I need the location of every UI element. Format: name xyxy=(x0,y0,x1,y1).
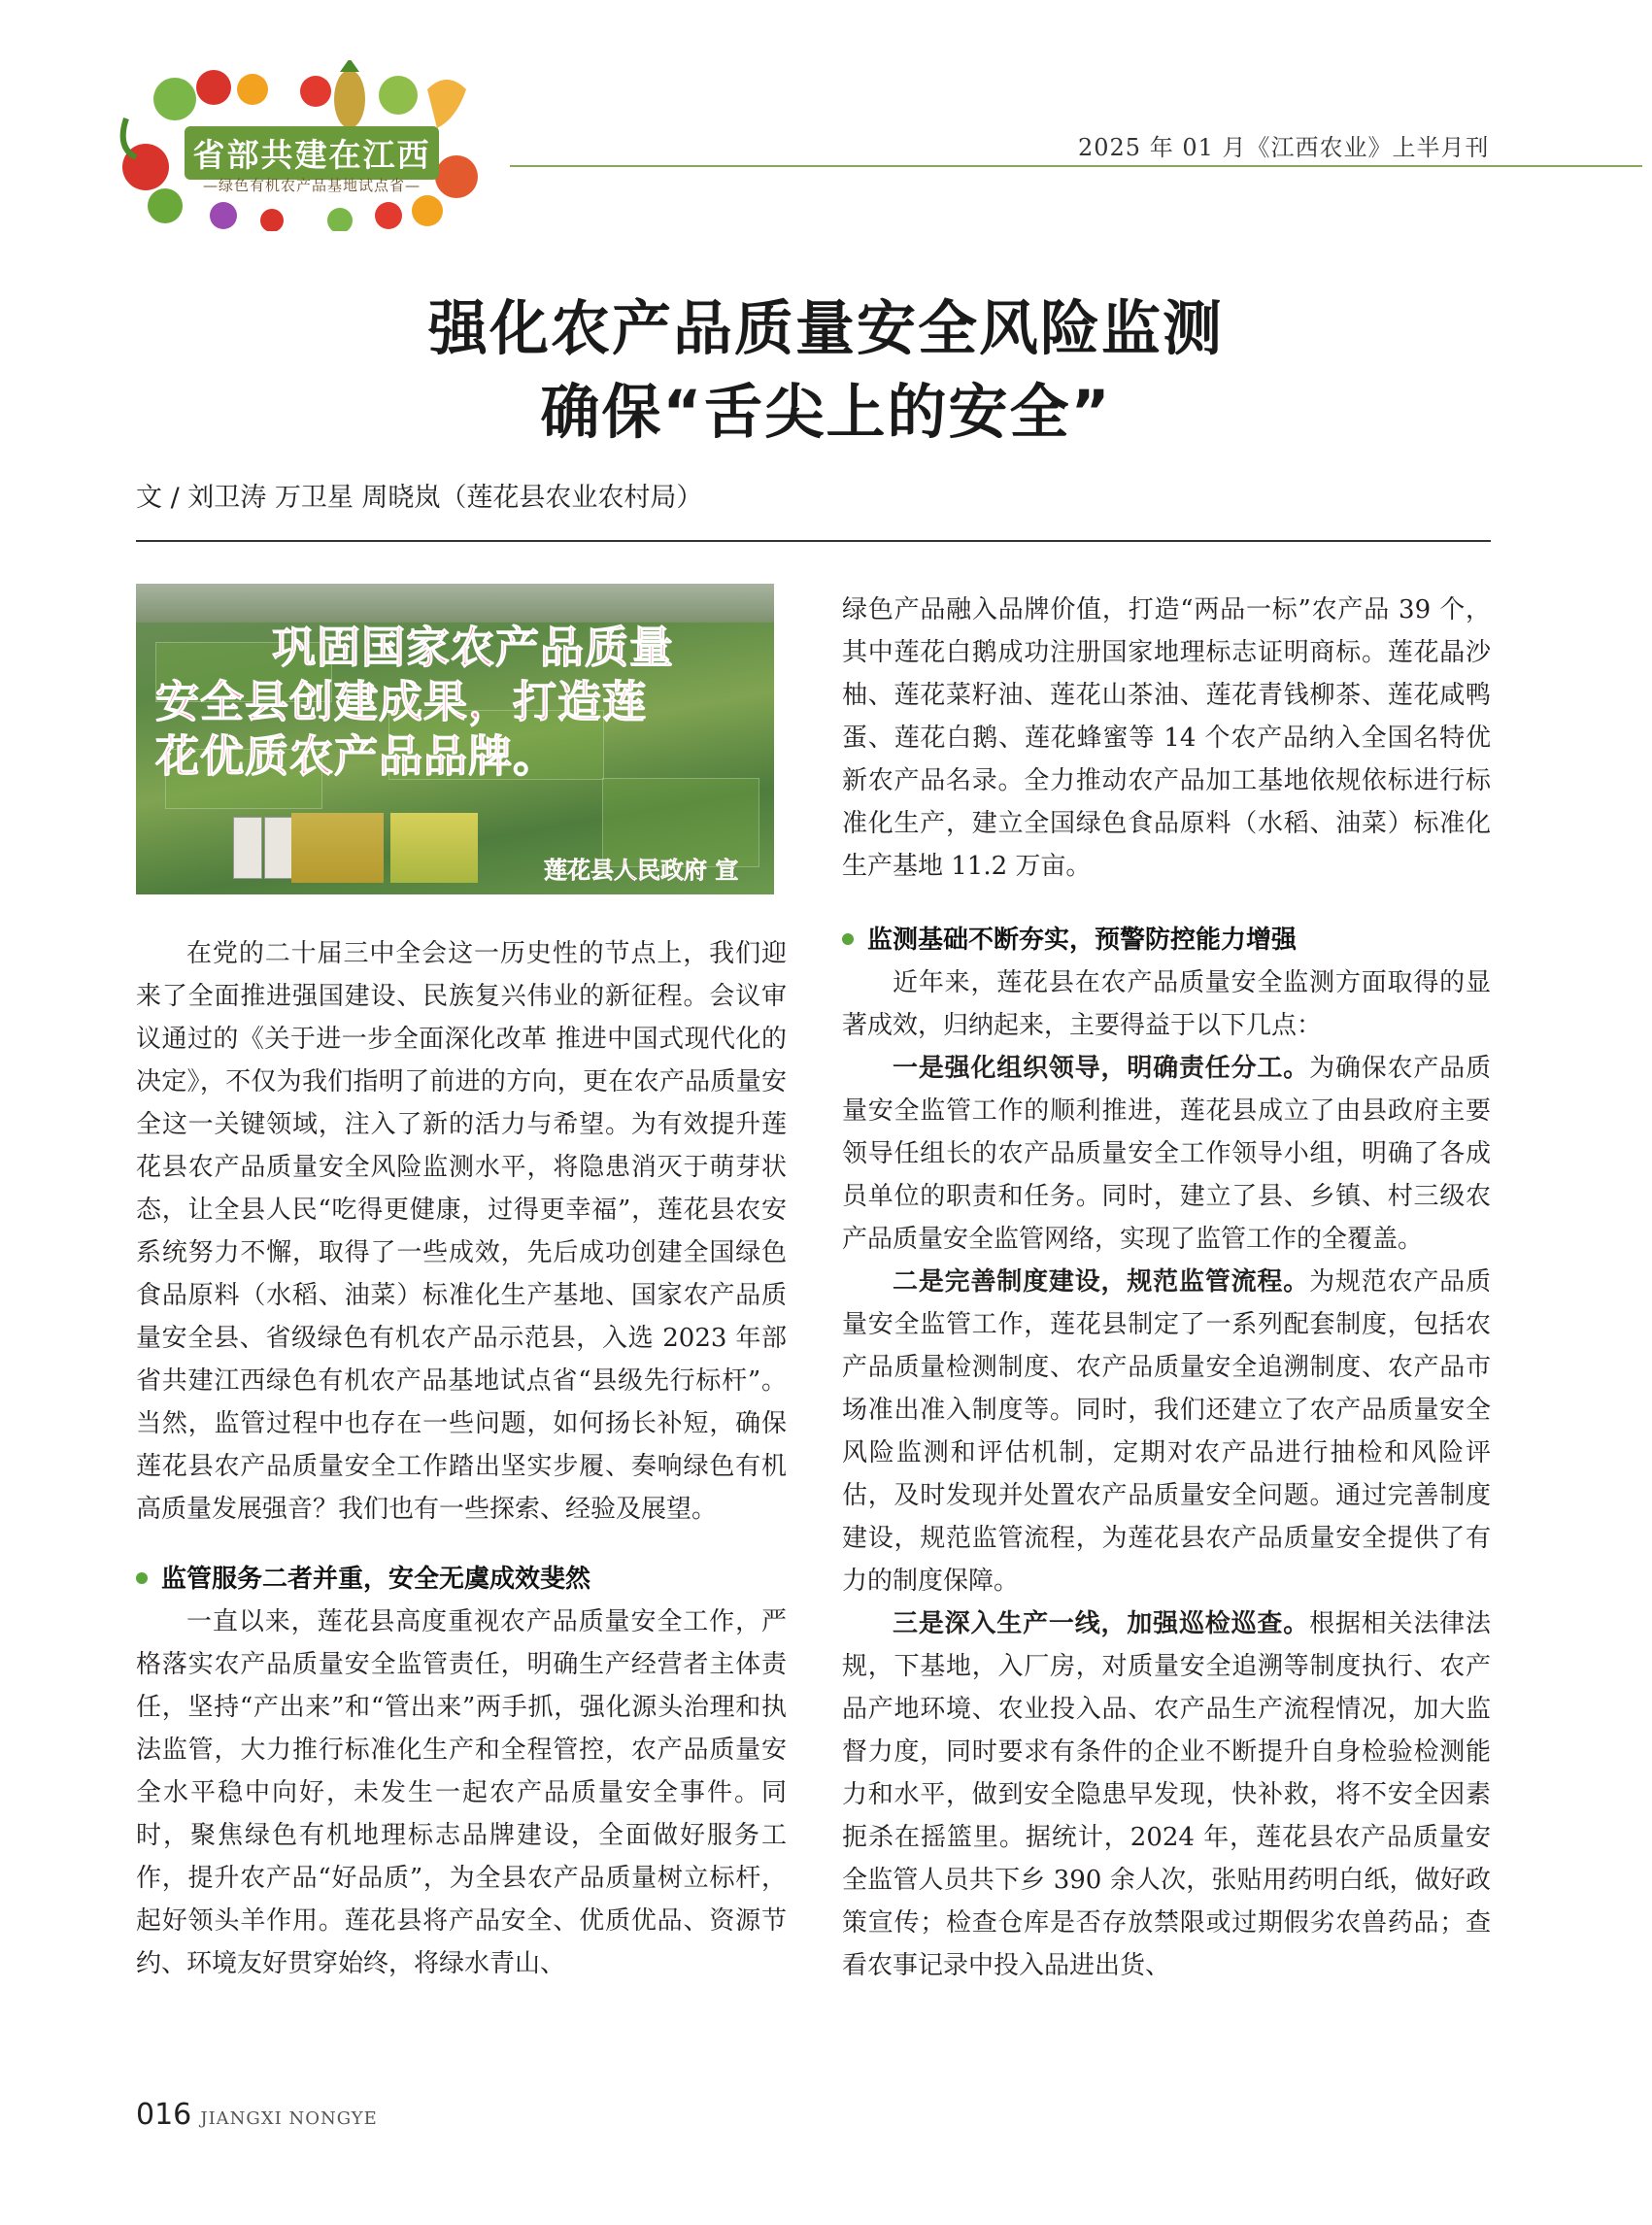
section-heading-2 xyxy=(842,919,1491,961)
magazine-name: JIANGXI NONGYE xyxy=(200,2108,378,2129)
page-number: 016 xyxy=(136,2098,192,2132)
point-1-lead: 一是强化组织领导，明确责任分工。 xyxy=(893,1054,1310,1083)
bullet-icon xyxy=(136,1572,148,1584)
certificate-image xyxy=(233,817,262,879)
point-3-lead: 三是深入生产一线，加强巡检巡查。 xyxy=(893,1609,1310,1638)
article-title-line-1: 强化农产品质量安全风险监测 xyxy=(427,294,1224,363)
point-2-body: 为规范农产品质量安全监管工作，莲花县制定了一系列配套制度，包括农产品质量检测制度、农产品质量安全追溯制度、农产品市场准出准入制度等。同时，我们还建立了农产品质量安全风险监测和评估机制，定期对农产品进行抽检和风险评估，及时发现并处置农产品质量安全问题。通过完善制度建设，规范监管流程，为莲花县农产品质量安全提供了有力的制度保障。 xyxy=(842,1267,1491,1596)
section-heading-1 xyxy=(136,1558,787,1601)
point-1-paragraph xyxy=(842,1047,1491,1261)
article-title-line-2: 确保“舌尖上的安全” xyxy=(540,378,1112,447)
intro-paragraph: 在党的二十届三中全会这一历史性的节点上，我们迎来了全面推进强国建设、民族复兴伟业的新征程。会议审议通过的《关于进一步全面深化改革 推进中国式现代化的决定》，不仅为我们指明了前进的方向，更在农产品质量安全这一关键领域，注入了新的活力与希望。为有效提升莲花县农产品质量安全风险监测水平，将隐患消灭于萌芽状态，让全县人民“吃得更健康，过得更幸福”，莲花县农安系统努力不懈，取得了一些成效，先后成功创建全国绿色食品原料（水稻、油菜）标准化生产基地、国家农产品质量安全县、省级绿色有机农产品示范县，入选 2023 年部省共建江西绿色有机农产品基地试点省“县级先行标杆”。当然，监管过程中也存在一些问题，如何扬长补短，确保莲花县农产品质量安全工作踏出坚实步履、奏响绿色有机高质量发展强音？我们也有一些探索、经验及展望。 xyxy=(136,939,787,1524)
issue-info: 2025 年 01 月《江西农业》上半月刊 xyxy=(1078,134,1490,161)
section-2-intro: 近年来，莲花县在农产品质量安全监测方面取得的显著成效，归纳起来，主要得益于以下几点： xyxy=(842,968,1491,1040)
point-3-body: 根据相关法律法规，下基地，入厂房，对质量安全追溯等制度执行、农产品产地环境、农业投入品、农产品生产流程情况，加大监督力度，同时要求有条件的企业不断提升自身检验检测能力和水平，做到安全隐患早发现，快补救，将不安全因素扼杀在摇篮里。据统计，2024 年，莲花县农产品质量安全监管人员共下乡 390 余人次，张贴用药明白纸，做好政策宣传；检查仓库是否存放禁限或过期假劣农兽药品；查看农事记录中投入品进出货、 xyxy=(842,1609,1491,1980)
logo-title: 省部共建在江西 xyxy=(185,126,439,180)
header-divider xyxy=(510,165,1642,167)
byline-divider xyxy=(136,540,1491,542)
page-footer xyxy=(136,2098,378,2132)
banner-sky xyxy=(136,584,774,623)
point-1-body: 为确保农产品质量安全监管工作的顺利推进，莲花县成立了由县政府主要领导任组长的农产品质量安全工作领导小组，明确了各成员单位的职责和任务。同时，建立了县、乡镇、村三级农产品质量安全监管网络，实现了监管工作的全覆盖。 xyxy=(842,1054,1491,1254)
banner-slogan-line-2: 安全县创建成果，打造莲 xyxy=(155,676,648,727)
point-2-lead: 二是完善制度建设，规范监管流程。 xyxy=(893,1267,1310,1297)
rice-field-photo xyxy=(291,813,384,883)
rapeseed-field-photo xyxy=(390,813,478,883)
banner-credit: 莲花县人民政府 宣 xyxy=(544,857,739,884)
point-3-paragraph xyxy=(842,1602,1491,1987)
banner-photo xyxy=(136,584,774,894)
article-byline: 文 / 刘卫涛 万卫星 周晓岚（莲花县农业农村局） xyxy=(136,483,703,513)
bullet-icon xyxy=(842,933,854,945)
magazine-logo xyxy=(107,60,505,231)
point-2-paragraph xyxy=(842,1261,1491,1602)
right-column xyxy=(842,589,1491,1987)
section-1-paragraph: 一直以来，莲花县高度重视农产品质量安全工作，严格落实农产品质量安全监管责任，明确生产经营者主体责任，坚持“产出来”和“管出来”两手抓，强化源头治理和执法监管，大力推行标准化生产和全程管控，农产品质量安全水平稳中向好，未发生一起农产品质量安全事件。同时，聚焦绿色有机地理标志品牌建设，全面做好服务工作，提升农产品“好品质”，为全县农产品质量树立标杆，起好领头羊作用。莲花县将产品安全、优质优品、资源节约、环境友好贯穿始终，将绿水青山、 xyxy=(136,1607,787,1978)
banner-slogan-line-3: 花优质农产品品牌。 xyxy=(155,730,558,782)
left-column xyxy=(136,932,787,1985)
continued-paragraph: 绿色产品融入品牌价值，打造“两品一标”农产品 39 个，其中莲花白鹅成功注册国家地理标志证明商标。莲花晶沙柚、莲花菜籽油、莲花山茶油、莲花青钱柳茶、莲花咸鸭蛋、莲花白鹅、莲花蜂蜜等 14 个农产品纳入全国名特优新农产品名录。全力推动农产品加工基地依规依标进行标准化生产，建立全国绿色食品原料（水稻、油菜）标准化生产基地 11.2 万亩。 xyxy=(842,595,1491,881)
banner-slogan xyxy=(155,621,758,784)
certificate-image xyxy=(264,817,293,879)
section-heading-1-text: 监管服务二者并重，安全无虞成效斐然 xyxy=(161,1565,591,1594)
section-heading-2-text: 监测基础不断夯实，预警防控能力增强 xyxy=(867,926,1298,955)
logo-subtitle: —绿色有机农产品基地试点省— xyxy=(202,177,421,194)
banner-slogan-line-1: 巩固国家农产品质量 xyxy=(272,622,675,673)
